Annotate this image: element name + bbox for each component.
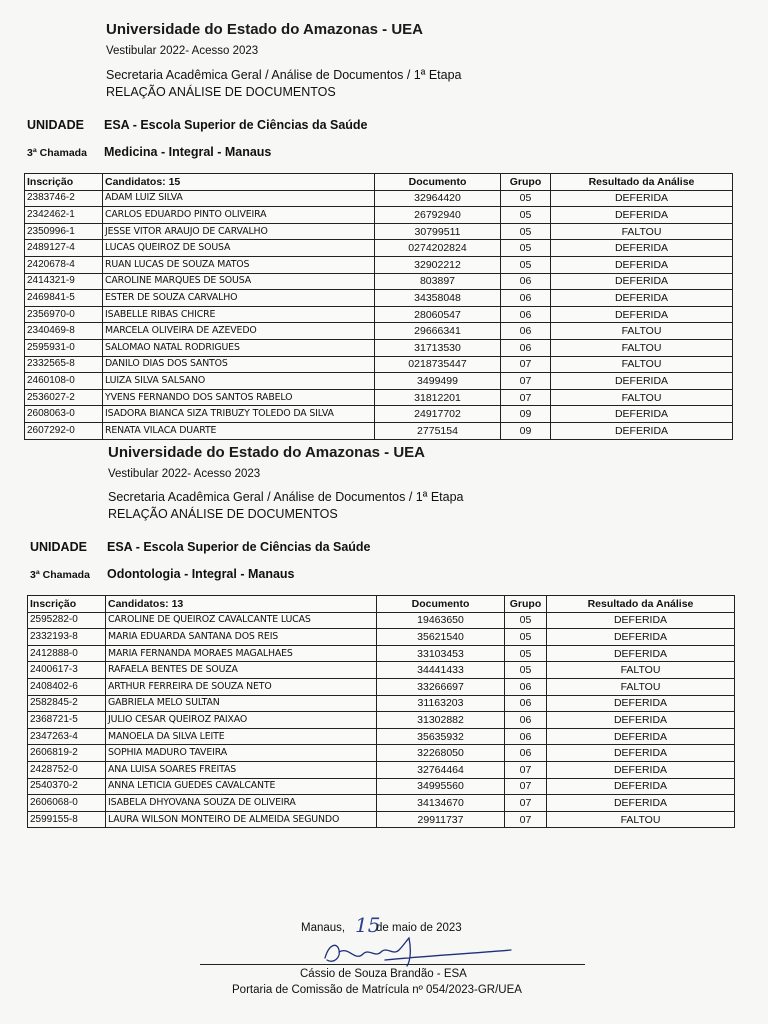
inscricao-cell: 2350996-1 bbox=[25, 223, 103, 240]
grupo-cell: 06 bbox=[501, 290, 551, 307]
grupo-cell: 05 bbox=[501, 190, 551, 207]
documento-cell: 35621540 bbox=[377, 629, 505, 646]
signature-line bbox=[200, 964, 585, 965]
header-resultado: Resultado da Análise bbox=[547, 596, 735, 613]
resultado-cell: DEFERIDA bbox=[547, 712, 735, 729]
inscricao-cell: 2460108-0 bbox=[25, 373, 103, 390]
candidate-name-cell: GABRIELA MELO SULTAN bbox=[106, 695, 377, 712]
documento-cell: 31713530 bbox=[375, 339, 501, 356]
resultado-cell: FALTOU bbox=[551, 323, 733, 340]
inscricao-cell: 2606068-0 bbox=[28, 795, 106, 812]
grupo-cell: 05 bbox=[501, 240, 551, 257]
resultado-cell: FALTOU bbox=[547, 678, 735, 695]
secretaria-line: Secretaria Acadêmica Geral / Análise de Documentos / 1ª Etapa bbox=[106, 68, 462, 82]
table-row bbox=[28, 778, 735, 795]
inscricao-cell: 2489127-4 bbox=[25, 240, 103, 257]
table-row bbox=[25, 389, 733, 406]
inscricao-cell: 2428752-0 bbox=[28, 761, 106, 778]
candidate-name-cell: ISABELLE RIBAS CHICRE bbox=[103, 306, 375, 323]
unit-name: ESA - Escola Superior de Ciências da Saúde bbox=[104, 118, 368, 132]
table-row bbox=[28, 728, 735, 745]
candidate-name-cell: YVENS FERNANDO DOS SANTOS RABELO bbox=[103, 389, 375, 406]
grupo-cell: 07 bbox=[505, 778, 547, 795]
documento-cell: 32764464 bbox=[377, 761, 505, 778]
resultado-cell: DEFERIDA bbox=[551, 406, 733, 423]
documento-cell: 31302882 bbox=[377, 712, 505, 729]
resultado-cell: FALTOU bbox=[547, 662, 735, 679]
header-grupo: Grupo bbox=[501, 174, 551, 191]
grupo-cell: 05 bbox=[505, 645, 547, 662]
grupo-cell: 06 bbox=[501, 273, 551, 290]
inscricao-cell: 2536027-2 bbox=[25, 389, 103, 406]
documento-cell: 19463650 bbox=[377, 612, 505, 629]
inscricao-cell: 2383746-2 bbox=[25, 190, 103, 207]
candidate-name-cell: DANILO DIAS DOS SANTOS bbox=[103, 356, 375, 373]
table-row bbox=[25, 406, 733, 423]
inscricao-cell: 2356970-0 bbox=[25, 306, 103, 323]
resultado-cell: DEFERIDA bbox=[551, 290, 733, 307]
grupo-cell: 05 bbox=[505, 612, 547, 629]
documento-cell: 33103453 bbox=[377, 645, 505, 662]
header-documento: Documento bbox=[375, 174, 501, 191]
inscricao-cell: 2342462-1 bbox=[25, 207, 103, 224]
candidate-name-cell: SOPHIA MADURO TAVEIRA bbox=[106, 745, 377, 762]
table-row bbox=[25, 323, 733, 340]
documento-cell: 29666341 bbox=[375, 323, 501, 340]
inscricao-cell: 2414321-9 bbox=[25, 273, 103, 290]
resultado-cell: DEFERIDA bbox=[547, 612, 735, 629]
inscricao-cell: 2400617-3 bbox=[28, 662, 106, 679]
candidate-name-cell: RENATA VILACA DUARTE bbox=[103, 422, 375, 439]
unit-name: ESA - Escola Superior de Ciências da Saúde bbox=[107, 540, 371, 554]
university-title: Universidade do Estado do Amazonas - UEA bbox=[108, 444, 425, 461]
resultado-cell: DEFERIDA bbox=[551, 273, 733, 290]
inscricao-cell: 2595931-0 bbox=[25, 339, 103, 356]
documento-cell: 31812201 bbox=[375, 389, 501, 406]
university-title: Universidade do Estado do Amazonas - UEA bbox=[106, 21, 423, 38]
grupo-cell: 06 bbox=[505, 728, 547, 745]
candidate-name-cell: MARIA FERNANDA MORAES MAGALHAES bbox=[106, 645, 377, 662]
secretaria-line: Secretaria Acadêmica Geral / Análise de Documentos / 1ª Etapa bbox=[108, 490, 464, 504]
table-row bbox=[28, 712, 735, 729]
documento-cell: 34134670 bbox=[377, 795, 505, 812]
header-resultado: Resultado da Análise bbox=[551, 174, 733, 191]
candidate-name-cell: RUAN LUCAS DE SOUZA MATOS bbox=[103, 256, 375, 273]
inscricao-cell: 2599155-8 bbox=[28, 811, 106, 828]
documento-cell: 0274202824 bbox=[375, 240, 501, 257]
documento-cell: 3499499 bbox=[375, 373, 501, 390]
documento-cell: 32964420 bbox=[375, 190, 501, 207]
documento-cell: 24917702 bbox=[375, 406, 501, 423]
grupo-cell: 07 bbox=[501, 356, 551, 373]
inscricao-cell: 2408402-6 bbox=[28, 678, 106, 695]
table-row bbox=[25, 190, 733, 207]
table-row bbox=[25, 273, 733, 290]
inscricao-cell: 2332193-8 bbox=[28, 629, 106, 646]
documento-cell: 2775154 bbox=[375, 422, 501, 439]
documento-cell: 35635932 bbox=[377, 728, 505, 745]
documento-cell: 34995560 bbox=[377, 778, 505, 795]
table-row bbox=[28, 612, 735, 629]
resultado-cell: DEFERIDA bbox=[547, 795, 735, 812]
table-row bbox=[25, 290, 733, 307]
table-row bbox=[25, 306, 733, 323]
table-row bbox=[28, 678, 735, 695]
inscricao-cell: 2595282-0 bbox=[28, 612, 106, 629]
grupo-cell: 06 bbox=[505, 695, 547, 712]
grupo-cell: 06 bbox=[505, 678, 547, 695]
candidate-name-cell: ISABELA DHYOVANA SOUZA DE OLIVEIRA bbox=[106, 795, 377, 812]
candidate-name-cell: ANA LUISA SOARES FREITAS bbox=[106, 761, 377, 778]
grupo-cell: 07 bbox=[501, 373, 551, 390]
grupo-cell: 06 bbox=[505, 745, 547, 762]
table-row bbox=[28, 745, 735, 762]
resultado-cell: DEFERIDA bbox=[551, 306, 733, 323]
grupo-cell: 07 bbox=[505, 795, 547, 812]
inscricao-cell: 2368721-5 bbox=[28, 712, 106, 729]
signer-name: Cássio de Souza Brandão - ESA bbox=[300, 968, 467, 980]
unit-label: UNIDADE bbox=[30, 540, 87, 554]
grupo-cell: 05 bbox=[501, 256, 551, 273]
inscricao-cell: 2608063-0 bbox=[25, 406, 103, 423]
documento-cell: 32268050 bbox=[377, 745, 505, 762]
grupo-cell: 06 bbox=[501, 306, 551, 323]
resultado-cell: FALTOU bbox=[547, 811, 735, 828]
grupo-cell: 07 bbox=[501, 389, 551, 406]
candidate-name-cell: ESTER DE SOUZA CARVALHO bbox=[103, 290, 375, 307]
course-title: Medicina - Integral - Manaus bbox=[104, 145, 272, 159]
grupo-cell: 05 bbox=[505, 662, 547, 679]
grupo-cell: 05 bbox=[501, 207, 551, 224]
candidate-name-cell: ADAM LUIZ SILVA bbox=[103, 190, 375, 207]
table-row bbox=[28, 695, 735, 712]
relacao-line: RELAÇÃO ANÁLISE DE DOCUMENTOS bbox=[106, 85, 336, 99]
candidate-name-cell: LUCAS QUEIROZ DE SOUSA bbox=[103, 240, 375, 257]
inscricao-cell: 2582845-2 bbox=[28, 695, 106, 712]
table-row bbox=[25, 223, 733, 240]
inscricao-cell: 2606819-2 bbox=[28, 745, 106, 762]
grupo-cell: 07 bbox=[505, 761, 547, 778]
table-row bbox=[25, 339, 733, 356]
resultado-cell: FALTOU bbox=[551, 339, 733, 356]
grupo-cell: 06 bbox=[505, 712, 547, 729]
table-row bbox=[25, 422, 733, 439]
grupo-cell: 09 bbox=[501, 406, 551, 423]
resultado-cell: DEFERIDA bbox=[547, 695, 735, 712]
chamada-label: 3ª Chamada bbox=[27, 147, 87, 159]
grupo-cell: 05 bbox=[505, 629, 547, 646]
resultado-cell: DEFERIDA bbox=[551, 256, 733, 273]
table-row bbox=[28, 662, 735, 679]
table-row bbox=[28, 629, 735, 646]
results-table bbox=[24, 173, 733, 440]
candidate-name-cell: JULIO CESAR QUEIROZ PAIXAO bbox=[106, 712, 377, 729]
unit-label: UNIDADE bbox=[27, 118, 84, 132]
resultado-cell: DEFERIDA bbox=[551, 207, 733, 224]
table-row bbox=[28, 645, 735, 662]
course-title: Odontologia - Integral - Manaus bbox=[107, 567, 295, 581]
candidate-name-cell: LAURA WILSON MONTEIRO DE ALMEIDA SEGUNDO bbox=[106, 811, 377, 828]
documento-cell: 32902212 bbox=[375, 256, 501, 273]
table-row bbox=[28, 811, 735, 828]
portaria-line: Portaria de Comissão de Matrícula nº 054/2023-GR/UEA bbox=[232, 984, 522, 996]
resultado-cell: FALTOU bbox=[551, 389, 733, 406]
footer-day: 15 bbox=[355, 913, 381, 937]
resultado-cell: DEFERIDA bbox=[547, 761, 735, 778]
grupo-cell: 05 bbox=[501, 223, 551, 240]
table-row bbox=[25, 240, 733, 257]
inscricao-cell: 2420678-4 bbox=[25, 256, 103, 273]
candidate-name-cell: MARCELA OLIVEIRA DE AZEVEDO bbox=[103, 323, 375, 340]
documento-cell: 31163203 bbox=[377, 695, 505, 712]
header-documento: Documento bbox=[377, 596, 505, 613]
resultado-cell: DEFERIDA bbox=[547, 745, 735, 762]
header-grupo: Grupo bbox=[505, 596, 547, 613]
resultado-cell: DEFERIDA bbox=[551, 373, 733, 390]
resultado-cell: DEFERIDA bbox=[547, 645, 735, 662]
inscricao-cell: 2347263-4 bbox=[28, 728, 106, 745]
candidate-name-cell: ISADORA BIANCA SIZA TRIBUZY TOLEDO DA SILVA bbox=[103, 406, 375, 423]
inscricao-cell: 2607292-0 bbox=[25, 422, 103, 439]
candidate-name-cell: CARLOS EDUARDO PINTO OLIVEIRA bbox=[103, 207, 375, 224]
table-row bbox=[25, 207, 733, 224]
header-candidatos: Candidatos: 13 bbox=[106, 596, 377, 613]
resultado-cell: DEFERIDA bbox=[547, 778, 735, 795]
results-table bbox=[27, 595, 735, 828]
documento-cell: 33266697 bbox=[377, 678, 505, 695]
documento-cell: 26792940 bbox=[375, 207, 501, 224]
documento-cell: 803897 bbox=[375, 273, 501, 290]
candidate-name-cell: RAFAELA BENTES DE SOUZA bbox=[106, 662, 377, 679]
header-inscricao: Inscrição bbox=[25, 174, 103, 191]
resultado-cell: DEFERIDA bbox=[551, 422, 733, 439]
documento-cell: 34441433 bbox=[377, 662, 505, 679]
candidate-name-cell: SALOMAO NATAL RODRIGUES bbox=[103, 339, 375, 356]
table-header-row bbox=[25, 174, 733, 191]
resultado-cell: FALTOU bbox=[551, 223, 733, 240]
footer-place: Manaus, bbox=[301, 922, 346, 934]
footer-date: de maio de 2023 bbox=[376, 922, 462, 934]
table-row bbox=[25, 373, 733, 390]
documento-cell: 0218735447 bbox=[375, 356, 501, 373]
candidate-name-cell: CAROLINE MARQUES DE SOUSA bbox=[103, 273, 375, 290]
table-row bbox=[28, 761, 735, 778]
header-candidatos: Candidatos: 15 bbox=[103, 174, 375, 191]
chamada-label: 3ª Chamada bbox=[30, 569, 90, 581]
resultado-cell: DEFERIDA bbox=[551, 190, 733, 207]
grupo-cell: 06 bbox=[501, 323, 551, 340]
candidate-name-cell: MARIA EDUARDA SANTANA DOS REIS bbox=[106, 629, 377, 646]
exam-title: Vestibular 2022- Acesso 2023 bbox=[106, 45, 259, 57]
candidate-name-cell: JESSE VITOR ARAUJO DE CARVALHO bbox=[103, 223, 375, 240]
documento-cell: 29911737 bbox=[377, 811, 505, 828]
resultado-cell: DEFERIDA bbox=[547, 728, 735, 745]
relacao-line: RELAÇÃO ANÁLISE DE DOCUMENTOS bbox=[108, 507, 338, 521]
grupo-cell: 06 bbox=[501, 339, 551, 356]
resultado-cell: FALTOU bbox=[551, 356, 733, 373]
documento-cell: 30799511 bbox=[375, 223, 501, 240]
inscricao-cell: 2332565-8 bbox=[25, 356, 103, 373]
documento-cell: 34358048 bbox=[375, 290, 501, 307]
candidate-name-cell: ARTHUR FERREIRA DE SOUZA NETO bbox=[106, 678, 377, 695]
inscricao-cell: 2540370-2 bbox=[28, 778, 106, 795]
grupo-cell: 09 bbox=[501, 422, 551, 439]
header-inscricao: Inscrição bbox=[28, 596, 106, 613]
inscricao-cell: 2340469-8 bbox=[25, 323, 103, 340]
table-row bbox=[28, 795, 735, 812]
table-header-row bbox=[28, 596, 735, 613]
documento-cell: 28060547 bbox=[375, 306, 501, 323]
table-row bbox=[25, 356, 733, 373]
grupo-cell: 07 bbox=[505, 811, 547, 828]
exam-title: Vestibular 2022- Acesso 2023 bbox=[108, 468, 261, 480]
candidate-name-cell: LUIZA SILVA SALSANO bbox=[103, 373, 375, 390]
resultado-cell: DEFERIDA bbox=[547, 629, 735, 646]
inscricao-cell: 2412888-0 bbox=[28, 645, 106, 662]
candidate-name-cell: CAROLINE DE QUEIROZ CAVALCANTE LUCAS bbox=[106, 612, 377, 629]
table-row bbox=[25, 256, 733, 273]
candidate-name-cell: ANNA LETICIA GUEDES CAVALCANTE bbox=[106, 778, 377, 795]
candidate-name-cell: MANOELA DA SILVA LEITE bbox=[106, 728, 377, 745]
resultado-cell: DEFERIDA bbox=[551, 240, 733, 257]
inscricao-cell: 2469841-5 bbox=[25, 290, 103, 307]
